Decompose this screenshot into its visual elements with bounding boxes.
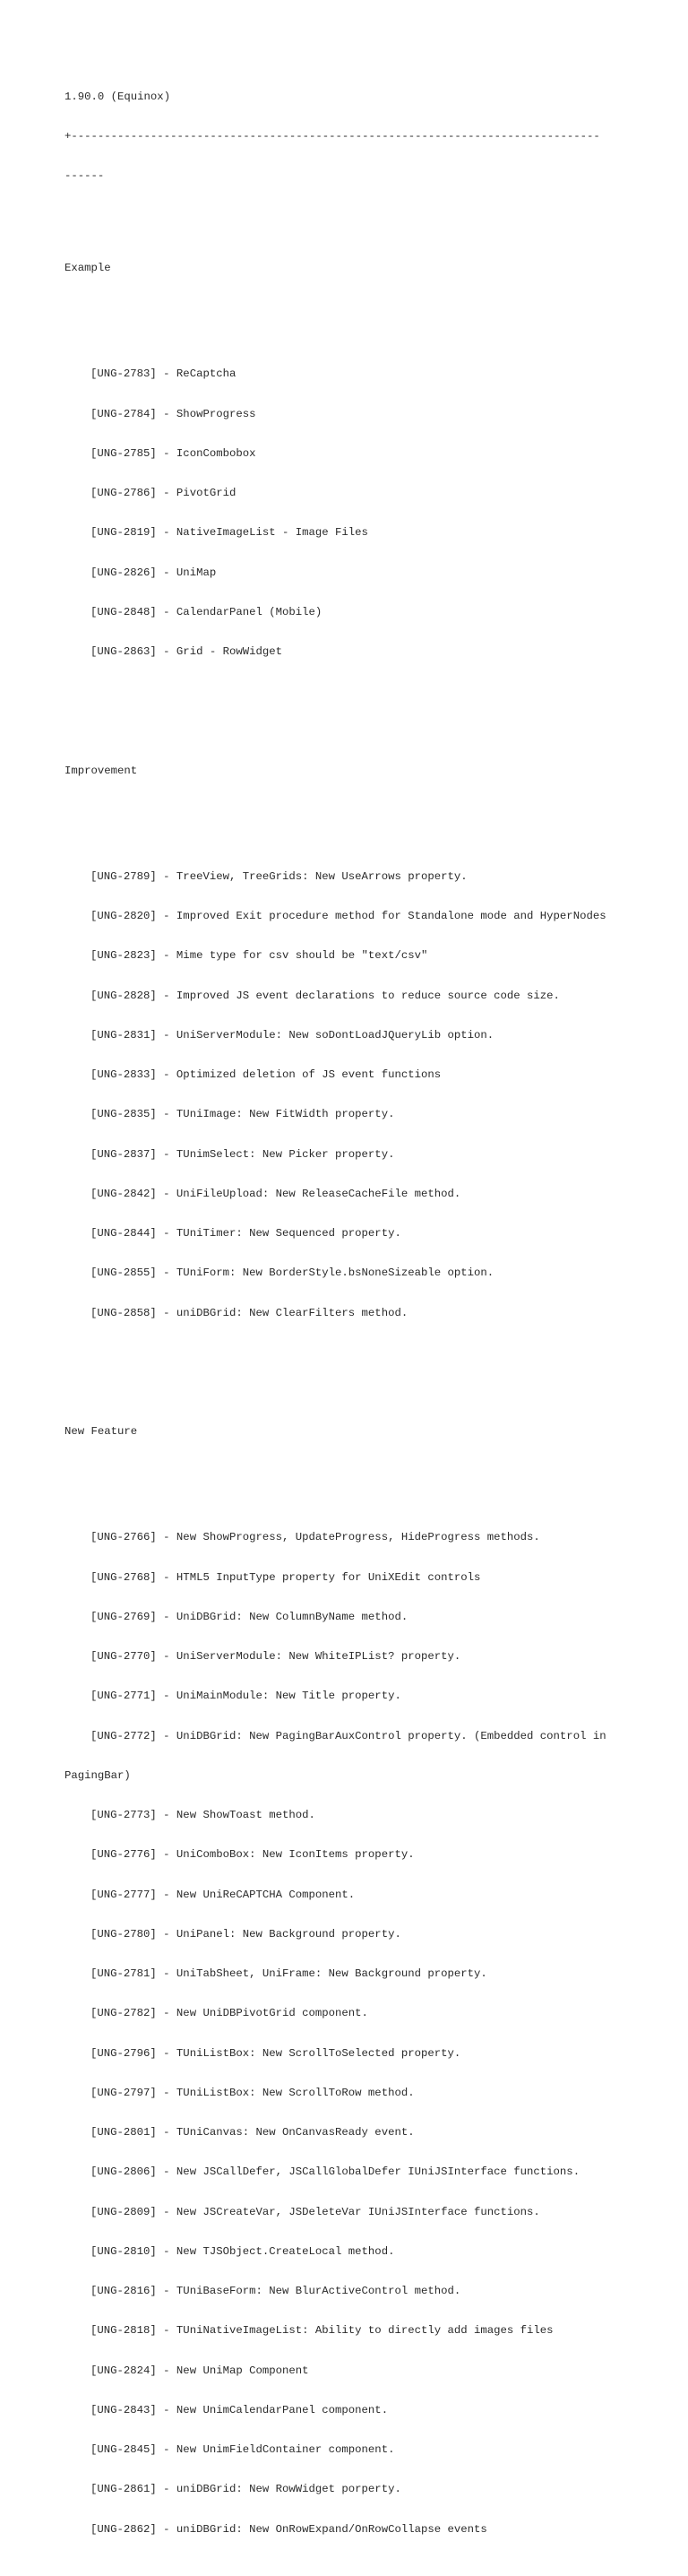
changelog-document	[64, 64, 638, 2576]
list-item: [UNG-2771] - UniMainModule: New Title property.	[90, 1690, 401, 1703]
list-item: [UNG-2845] - New UnimFieldContainer component.	[90, 2443, 395, 2456]
list-item: [UNG-2806] - New JSCallDefer, JSCallGlobalDefer IUniJSInterface functions.	[90, 2165, 580, 2179]
list-item: [UNG-2797] - TUniListBox: New ScrollToRow method.	[90, 2086, 415, 2099]
list-item: [UNG-2796] - TUniListBox: New ScrollToSelected property.	[90, 2046, 461, 2060]
separator-rule-continued: ------	[64, 169, 105, 182]
list-item: [UNG-2858] - uniDBGrid: New ClearFilters method.	[90, 1306, 408, 1319]
list-item: [UNG-2816] - TUniBaseForm: New BlurActiveControl method.	[90, 2285, 461, 2297]
list-item: [UNG-2776] - UniComboBox: New IconItems property.	[90, 1848, 415, 1862]
spacer	[64, 1372, 638, 1386]
list-item: [UNG-2784] - ShowProgress	[90, 407, 256, 420]
section-title-new-feature: New Feature	[64, 1425, 138, 1439]
list-item: [UNG-2863] - Grid - RowWidget	[90, 645, 283, 658]
spacer	[64, 804, 638, 817]
list-item: [UNG-2828] - Improved JS event declarations to reduce source code size.	[90, 989, 560, 1002]
list-item: [UNG-2820] - Improved Exit procedure method for Standalone mode and HyperNodes	[90, 910, 606, 922]
list-item: [UNG-2801] - TUniCanvas: New OnCanvasReady event.	[90, 2126, 415, 2139]
list-item: [UNG-2862] - uniDBGrid: New OnRowExpand/OnRowCollapse events	[90, 2522, 487, 2536]
list-item: [UNG-2848] - CalendarPanel (Mobile)	[90, 605, 322, 618]
list-item: [UNG-2766] - New ShowProgress, UpdateProgress, HideProgress methods.	[90, 1531, 540, 1544]
spacer	[64, 1465, 638, 1479]
spacer	[64, 302, 638, 316]
list-item: [UNG-2777] - New UniReCAPTCHA Component.	[90, 1888, 356, 1901]
list-item: [UNG-2785] - IconCombobox	[90, 446, 256, 460]
list-item: [UNG-2809] - New JSCreateVar, JSDeleteVar IUniJSInterface functions.	[90, 2205, 540, 2218]
list-item: [UNG-2781] - UniTabSheet, UniFrame: New Background property.	[90, 1967, 487, 1980]
spacer	[64, 209, 638, 222]
improvement-list	[64, 843, 638, 1346]
list-item: [UNG-2819] - NativeImageList - Image Files	[90, 526, 368, 540]
list-item: [UNG-2833] - Optimized deletion of JS event functions	[90, 1068, 442, 1081]
list-item: [UNG-2835] - TUniImage: New FitWidth property.	[90, 1108, 395, 1121]
new-feature-list	[64, 1505, 638, 2563]
list-item: [UNG-2844] - TUniTimer: New Sequenced property.	[90, 1227, 401, 1240]
list-item: [UNG-2768] - HTML5 InputType property for UniXEdit controls	[90, 1570, 481, 1584]
list-item: [UNG-2831] - UniServerModule: New soDontLoadJQueryLib option.	[90, 1028, 494, 1042]
list-item: [UNG-2823] - Mime type for csv should be "text/csv"	[90, 949, 428, 963]
list-item: [UNG-2786] - PivotGrid	[90, 487, 236, 499]
section-title-example: Example	[64, 262, 111, 275]
list-item: [UNG-2770] - UniServerModule: New WhiteIPList? property.	[90, 1650, 461, 1663]
list-item: [UNG-2824] - New UniMap Component	[90, 2364, 309, 2377]
list-item: [UNG-2861] - uniDBGrid: New RowWidget porperty.	[90, 2483, 401, 2496]
list-item: [UNG-2855] - TUniForm: New BorderStyle.bsNoneSizeable option.	[90, 1266, 494, 1280]
list-item: [UNG-2842] - UniFileUpload: New ReleaseCacheFile method.	[90, 1187, 461, 1200]
list-item: [UNG-2773] - New ShowToast method.	[90, 1809, 315, 1821]
list-item: [UNG-2818] - TUniNativeImageList: Ability to directly add images files	[90, 2324, 554, 2338]
example-list	[64, 341, 638, 686]
list-item: [UNG-2789] - TreeView, TreeGrids: New UseArrows property.	[90, 869, 468, 883]
list-item: [UNG-2810] - New TJSObject.CreateLocal method.	[90, 2244, 395, 2258]
list-item: [UNG-2843] - New UnimCalendarPanel component.	[90, 2403, 389, 2416]
list-item: [UNG-2826] - UniMap	[90, 566, 217, 579]
list-item-wrapped: [UNG-2772] - UniDBGrid: New PagingBarAuxControl property. (Embedded control in	[90, 1729, 606, 1742]
list-item: [UNG-2780] - UniPanel: New Background property.	[90, 1927, 401, 1941]
list-item: [UNG-2837] - TUnimSelect: New Picker property.	[90, 1147, 395, 1161]
list-item: [UNG-2783] - ReCaptcha	[90, 367, 236, 381]
section-title-improvement: Improvement	[64, 764, 138, 777]
list-item: [UNG-2782] - New UniDBPivotGrid component.	[90, 2007, 368, 2020]
separator-rule: +--------------------------------------------------------------------------------	[64, 129, 600, 143]
spacer	[64, 712, 638, 725]
list-item-wrapped-continuation: PagingBar)	[64, 1768, 131, 1782]
version-heading: 1.90.0 (Equinox)	[64, 90, 171, 103]
list-item: [UNG-2769] - UniDBGrid: New ColumnByName method.	[90, 1610, 408, 1623]
